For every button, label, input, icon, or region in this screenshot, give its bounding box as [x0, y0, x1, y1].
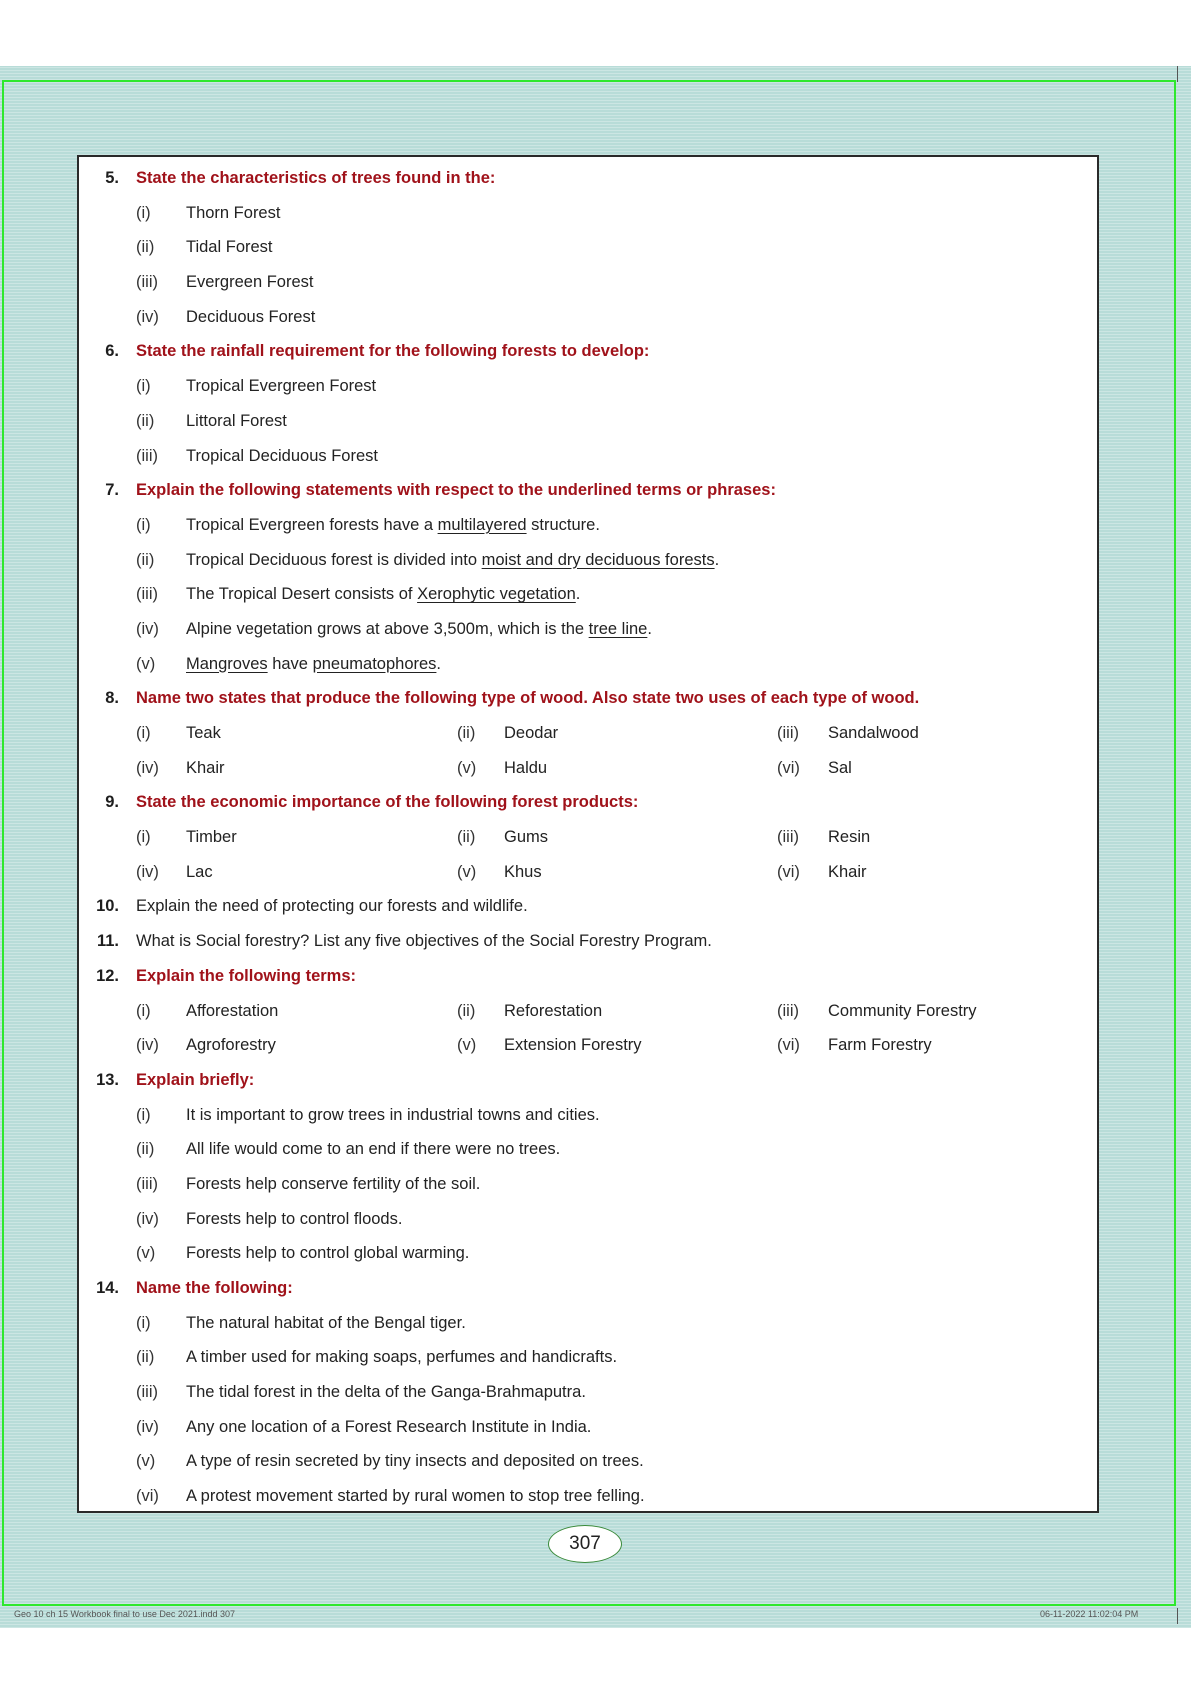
list-item	[79, 1340, 1097, 1375]
underlined-term: moist and dry deciduous forests	[481, 550, 715, 569]
item-number: (i)	[136, 724, 151, 742]
footer-timestamp: 06-11-2022 11:02:04 PM	[1040, 1609, 1139, 1619]
text-segment: have	[267, 654, 313, 673]
question-title: Name two states that produce the following type of wood. Also state two uses of each type of wood.	[136, 689, 920, 708]
item-text	[186, 508, 600, 543]
question-number: 5.	[105, 169, 119, 187]
item-number: (i)	[136, 1313, 151, 1332]
list-item	[79, 1132, 1097, 1167]
item-number: (v)	[136, 654, 156, 673]
list-item	[79, 1444, 1097, 1479]
list-item	[79, 1202, 1097, 1237]
item-number: (iii)	[136, 1174, 158, 1193]
underlined-term: multilayered	[437, 515, 527, 534]
item-text: The tidal forest in the delta of the Ganga-Brahmaputra.	[186, 1383, 586, 1402]
item-number: (v)	[136, 1244, 156, 1263]
three-column-row	[79, 1028, 1097, 1063]
list-item	[79, 230, 1097, 265]
question-10	[79, 889, 1097, 924]
item-text: It is important to grow trees in industrial towns and cities.	[186, 1105, 600, 1124]
item-text: Extension Forestry	[504, 1036, 642, 1055]
question-5	[79, 161, 1097, 196]
item-number: (vi)	[777, 1036, 800, 1055]
text-segment: .	[714, 550, 720, 569]
list-item	[79, 647, 1097, 682]
item-number: (iv)	[136, 758, 159, 777]
underlined-term: Mangroves	[186, 654, 268, 673]
question-14	[79, 1271, 1097, 1306]
question-title: State the rainfall requirement for the following forests to develop:	[136, 342, 650, 361]
item-text: The natural habitat of the Bengal tiger.	[186, 1313, 466, 1332]
item-text: Khus	[504, 862, 542, 881]
question-11	[79, 924, 1097, 959]
item-text: Timber	[186, 828, 237, 847]
question-title: Explain the following terms:	[136, 966, 357, 985]
question-7	[79, 473, 1097, 508]
item-number: (iv)	[136, 619, 159, 638]
question-9	[79, 785, 1097, 820]
item-text	[186, 612, 652, 647]
question-number: 9.	[105, 793, 119, 812]
item-number: (i)	[136, 828, 151, 847]
text-segment: Alpine vegetation grows at above 3,500m, which is the	[186, 619, 589, 638]
item-number: (iv)	[136, 1417, 159, 1436]
three-column-row	[79, 716, 1097, 751]
question-8	[79, 681, 1097, 716]
item-text: Tropical Evergreen Forest	[186, 377, 377, 396]
text-segment: .	[647, 619, 652, 638]
item-text: Afforestation	[186, 1001, 279, 1020]
text-segment: Tropical Deciduous forest is divided into	[186, 550, 482, 569]
question-title: Explain briefly:	[136, 1070, 255, 1089]
item-number: (iii)	[136, 273, 158, 292]
item-number: (iv)	[136, 1036, 159, 1055]
text-segment: .	[436, 654, 442, 673]
crop-mark-bottom	[1177, 1608, 1178, 1624]
list-item	[79, 439, 1097, 474]
item-number: (v)	[136, 1452, 156, 1471]
page-number-badge: 307	[548, 1525, 622, 1563]
question-title: Name the following:	[136, 1279, 293, 1297]
item-number: (v)	[457, 758, 477, 777]
item-number: (ii)	[136, 550, 155, 569]
underlined-term: tree line	[588, 619, 648, 638]
item-text: Evergreen Forest	[186, 273, 314, 292]
list-item	[79, 1167, 1097, 1202]
item-text: Tidal Forest	[186, 238, 273, 257]
item-number: (iii)	[136, 585, 158, 604]
item-number: (iii)	[777, 828, 799, 847]
list-item	[79, 543, 1097, 578]
item-text: Deciduous Forest	[186, 307, 316, 326]
question-number: 11.	[96, 932, 119, 951]
item-text: Farm Forestry	[828, 1036, 932, 1055]
item-text: A protest movement started by rural women to stop tree felling.	[186, 1487, 645, 1506]
question-6	[79, 334, 1097, 369]
item-text: Deodar	[504, 724, 559, 742]
text-segment: The Tropical Desert consists of	[186, 585, 418, 604]
question-number: 8.	[105, 689, 119, 708]
three-column-row	[79, 751, 1097, 786]
item-text: Sandalwood	[828, 724, 919, 742]
item-text: Teak	[186, 724, 221, 742]
item-text: Reforestation	[504, 1001, 603, 1020]
item-number: (ii)	[136, 238, 155, 257]
item-text: A timber used for making soaps, perfumes and handicrafts.	[186, 1348, 618, 1367]
item-number: (ii)	[457, 828, 476, 847]
question-number: 13.	[96, 1070, 119, 1089]
list-item	[79, 404, 1097, 439]
item-text: Lac	[186, 862, 213, 881]
item-text	[186, 543, 719, 578]
item-text: Agroforestry	[186, 1036, 276, 1055]
item-number: (iv)	[136, 862, 159, 881]
item-number: (ii)	[457, 1001, 476, 1020]
list-item	[79, 1306, 1097, 1341]
underlined-term: Xerophytic vegetation	[417, 585, 576, 604]
item-text	[186, 577, 580, 612]
item-number: (ii)	[136, 411, 155, 430]
list-item	[79, 1375, 1097, 1410]
list-item	[79, 196, 1097, 231]
three-column-row	[79, 994, 1097, 1029]
question-number: 6.	[105, 342, 119, 361]
list-item	[79, 265, 1097, 300]
question-title: State the characteristics of trees found in the:	[136, 169, 496, 187]
item-text: Forests help to control global warming.	[186, 1244, 470, 1263]
list-item	[79, 577, 1097, 612]
crop-mark-top	[1177, 66, 1178, 82]
item-number: (ii)	[457, 724, 476, 742]
list-item	[79, 1410, 1097, 1445]
list-item	[79, 612, 1097, 647]
item-number: (vi)	[136, 1487, 159, 1506]
item-text: Forests help conserve fertility of the soil.	[186, 1174, 481, 1193]
question-number: 12.	[96, 966, 119, 985]
list-item	[79, 1098, 1097, 1133]
question-title: State the economic importance of the following forest products:	[136, 793, 639, 812]
item-text: Khair	[828, 862, 867, 881]
item-number: (i)	[136, 377, 151, 396]
item-number: (iii)	[777, 724, 799, 742]
list-item	[79, 369, 1097, 404]
footer-file-info: Geo 10 ch 15 Workbook final to use Dec 2021.indd 307	[14, 1609, 235, 1619]
question-title: Explain the need of protecting our forests and wildlife.	[136, 897, 528, 916]
item-text: All life would come to an end if there were no trees.	[186, 1140, 561, 1159]
list-item	[79, 1236, 1097, 1271]
item-number: (iii)	[777, 1001, 799, 1020]
item-text: Forests help to control floods.	[186, 1209, 403, 1228]
item-number: (ii)	[136, 1348, 155, 1367]
text-segment: Tropical Evergreen forests have a	[186, 515, 438, 534]
item-text: Tropical Deciduous Forest	[186, 446, 378, 465]
item-number: (vi)	[777, 862, 800, 881]
item-text: Community Forestry	[828, 1001, 977, 1020]
three-column-row	[79, 855, 1097, 890]
question-number: 10.	[96, 897, 119, 916]
item-number: (i)	[136, 515, 151, 534]
item-text: Gums	[504, 828, 549, 847]
item-text: Any one location of a Forest Research Institute in India.	[186, 1417, 592, 1436]
item-number: (v)	[457, 862, 477, 881]
list-item	[79, 1479, 1097, 1514]
item-number: (v)	[457, 1036, 477, 1055]
item-number: (iv)	[136, 307, 159, 326]
underlined-term: pneumatophores	[312, 654, 437, 673]
item-number: (i)	[136, 203, 151, 222]
item-text: Haldu	[504, 758, 548, 777]
item-number: (i)	[136, 1001, 151, 1020]
item-number: (i)	[136, 1105, 151, 1124]
text-segment: structure.	[526, 515, 600, 534]
item-text	[186, 647, 441, 682]
question-12	[79, 959, 1097, 994]
item-number: (iii)	[136, 1383, 158, 1402]
item-number: (iv)	[136, 1209, 159, 1228]
item-number: (iii)	[136, 446, 158, 465]
question-number: 14.	[96, 1279, 119, 1297]
list-item	[79, 300, 1097, 335]
question-13	[79, 1063, 1097, 1098]
question-title: What is Social forestry? List any five objectives of the Social Forestry Program.	[136, 932, 712, 951]
item-text: A type of resin secreted by tiny insects and deposited on trees.	[186, 1452, 644, 1471]
worksheet-content	[79, 161, 1097, 1514]
item-text: Sal	[828, 758, 852, 777]
item-text: Littoral Forest	[186, 411, 287, 430]
question-number: 7.	[105, 481, 119, 500]
list-item	[79, 508, 1097, 543]
item-text: Khair	[186, 758, 225, 777]
item-text: Resin	[828, 828, 871, 847]
text-segment: .	[575, 585, 581, 604]
item-number: (vi)	[777, 758, 800, 777]
worksheet-box	[77, 155, 1099, 1513]
item-text: Thorn Forest	[186, 203, 281, 222]
question-title: Explain the following statements with respect to the underlined terms or phrases:	[136, 481, 776, 500]
item-number: (ii)	[136, 1140, 155, 1159]
three-column-row	[79, 820, 1097, 855]
